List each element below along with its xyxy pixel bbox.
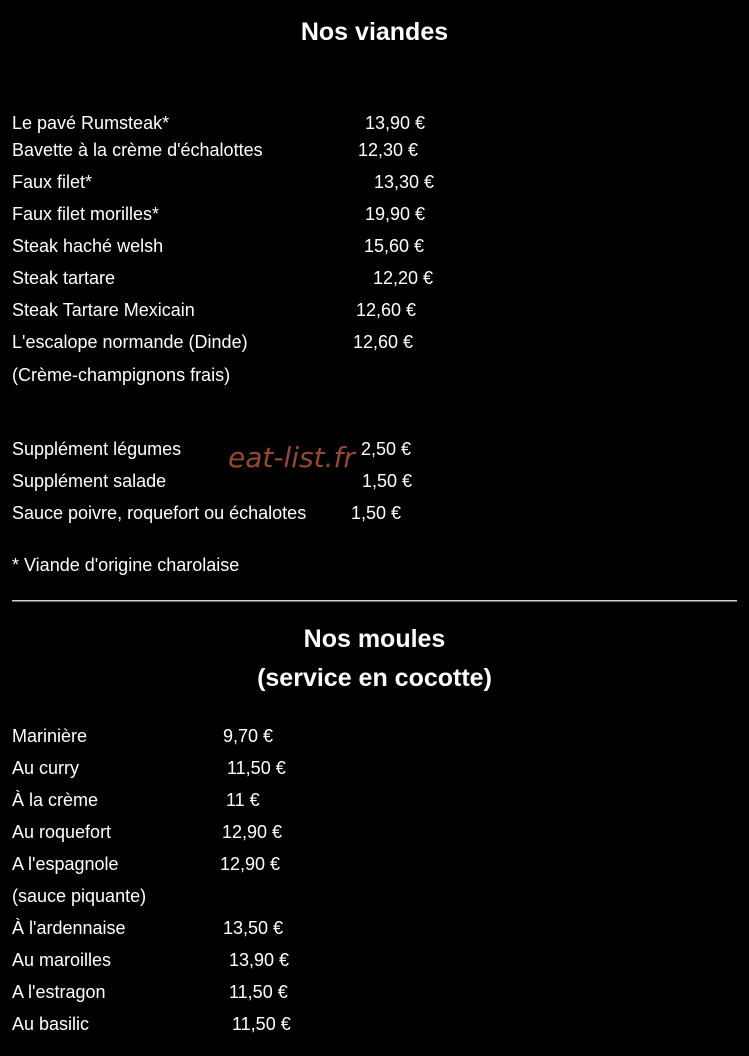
watermark: eat-list.fr [228, 441, 355, 474]
menu-item-price: 13,50 € [223, 918, 284, 938]
menu-item-name: Steak tartare [12, 268, 116, 288]
menu-item-name: Faux filet morilles* [12, 204, 160, 224]
menu-item-price: 12,30 € [358, 140, 419, 160]
menu-item-name: L'escalope normande (Dinde) [12, 332, 248, 352]
supplement-price: 1,50 € [351, 503, 402, 523]
menu-item-price: 15,60 € [364, 236, 425, 256]
menu-item-price: 12,90 € [220, 854, 281, 874]
menu-item-name: Au curry [12, 758, 80, 778]
menu-item-price: 12,20 € [373, 268, 434, 288]
supplement-name: Supplément salade [12, 471, 167, 491]
menu-item-price: 13,90 € [229, 950, 290, 970]
menu-item-price: 12,90 € [222, 822, 283, 842]
menu-item-name: Au maroilles [12, 950, 112, 970]
menu-item-price: 11,50 € [229, 982, 288, 1002]
menu-item-name: A l'estragon [12, 982, 106, 1002]
supplement-price: 1,50 € [362, 471, 413, 491]
supplement-price: 2,50 € [361, 439, 412, 459]
menu-item-note: (sauce piquante) [12, 886, 147, 906]
menu-item-price: 9,70 € [223, 726, 274, 746]
menu-item-name: Le pavé Rumsteak* [12, 113, 170, 133]
section-divider [12, 600, 737, 602]
menu-item-name: Steak Tartare Mexicain [12, 300, 195, 320]
section-title-viandes: Nos viandes [300, 18, 449, 46]
menu-item-name: Faux filet* [12, 172, 93, 192]
menu-item-name: À l'ardennaise [12, 918, 126, 938]
menu-item-price: 13,90 € [365, 113, 426, 133]
menu-item-price: 19,90 € [365, 204, 426, 224]
menu-item-name: Steak haché welsh [12, 236, 164, 256]
supplement-name: Supplément légumes [12, 439, 182, 459]
menu-item-price: 11,50 € [232, 1014, 291, 1034]
supplement-name: Sauce poivre, roquefort ou échalotes [12, 503, 307, 523]
menu-item-name: Marinière [12, 726, 88, 746]
menu-item-price: 11 € [226, 790, 260, 810]
menu-item-name: Au basilic [12, 1014, 90, 1034]
menu-item-name: Bavette à la crème d'échalottes [12, 140, 263, 160]
menu-item-name: Au roquefort [12, 822, 112, 842]
menu-item-price: 12,60 € [356, 300, 417, 320]
menu-item-name: A l'espagnole [12, 854, 119, 874]
section-title-moules: Nos moules [303, 625, 446, 653]
menu-item-note: (Crème-champignons frais) [12, 365, 231, 385]
section-subtitle-moules: (service en cocotte) [257, 664, 492, 692]
menu-item-name: À la crème [12, 790, 99, 810]
menu-item-price: 13,30 € [374, 172, 435, 192]
menu-item-price: 12,60 € [353, 332, 414, 352]
footnote: * Viande d'origine charolaise [12, 555, 240, 575]
menu-item-price: 11,50 € [227, 758, 286, 778]
